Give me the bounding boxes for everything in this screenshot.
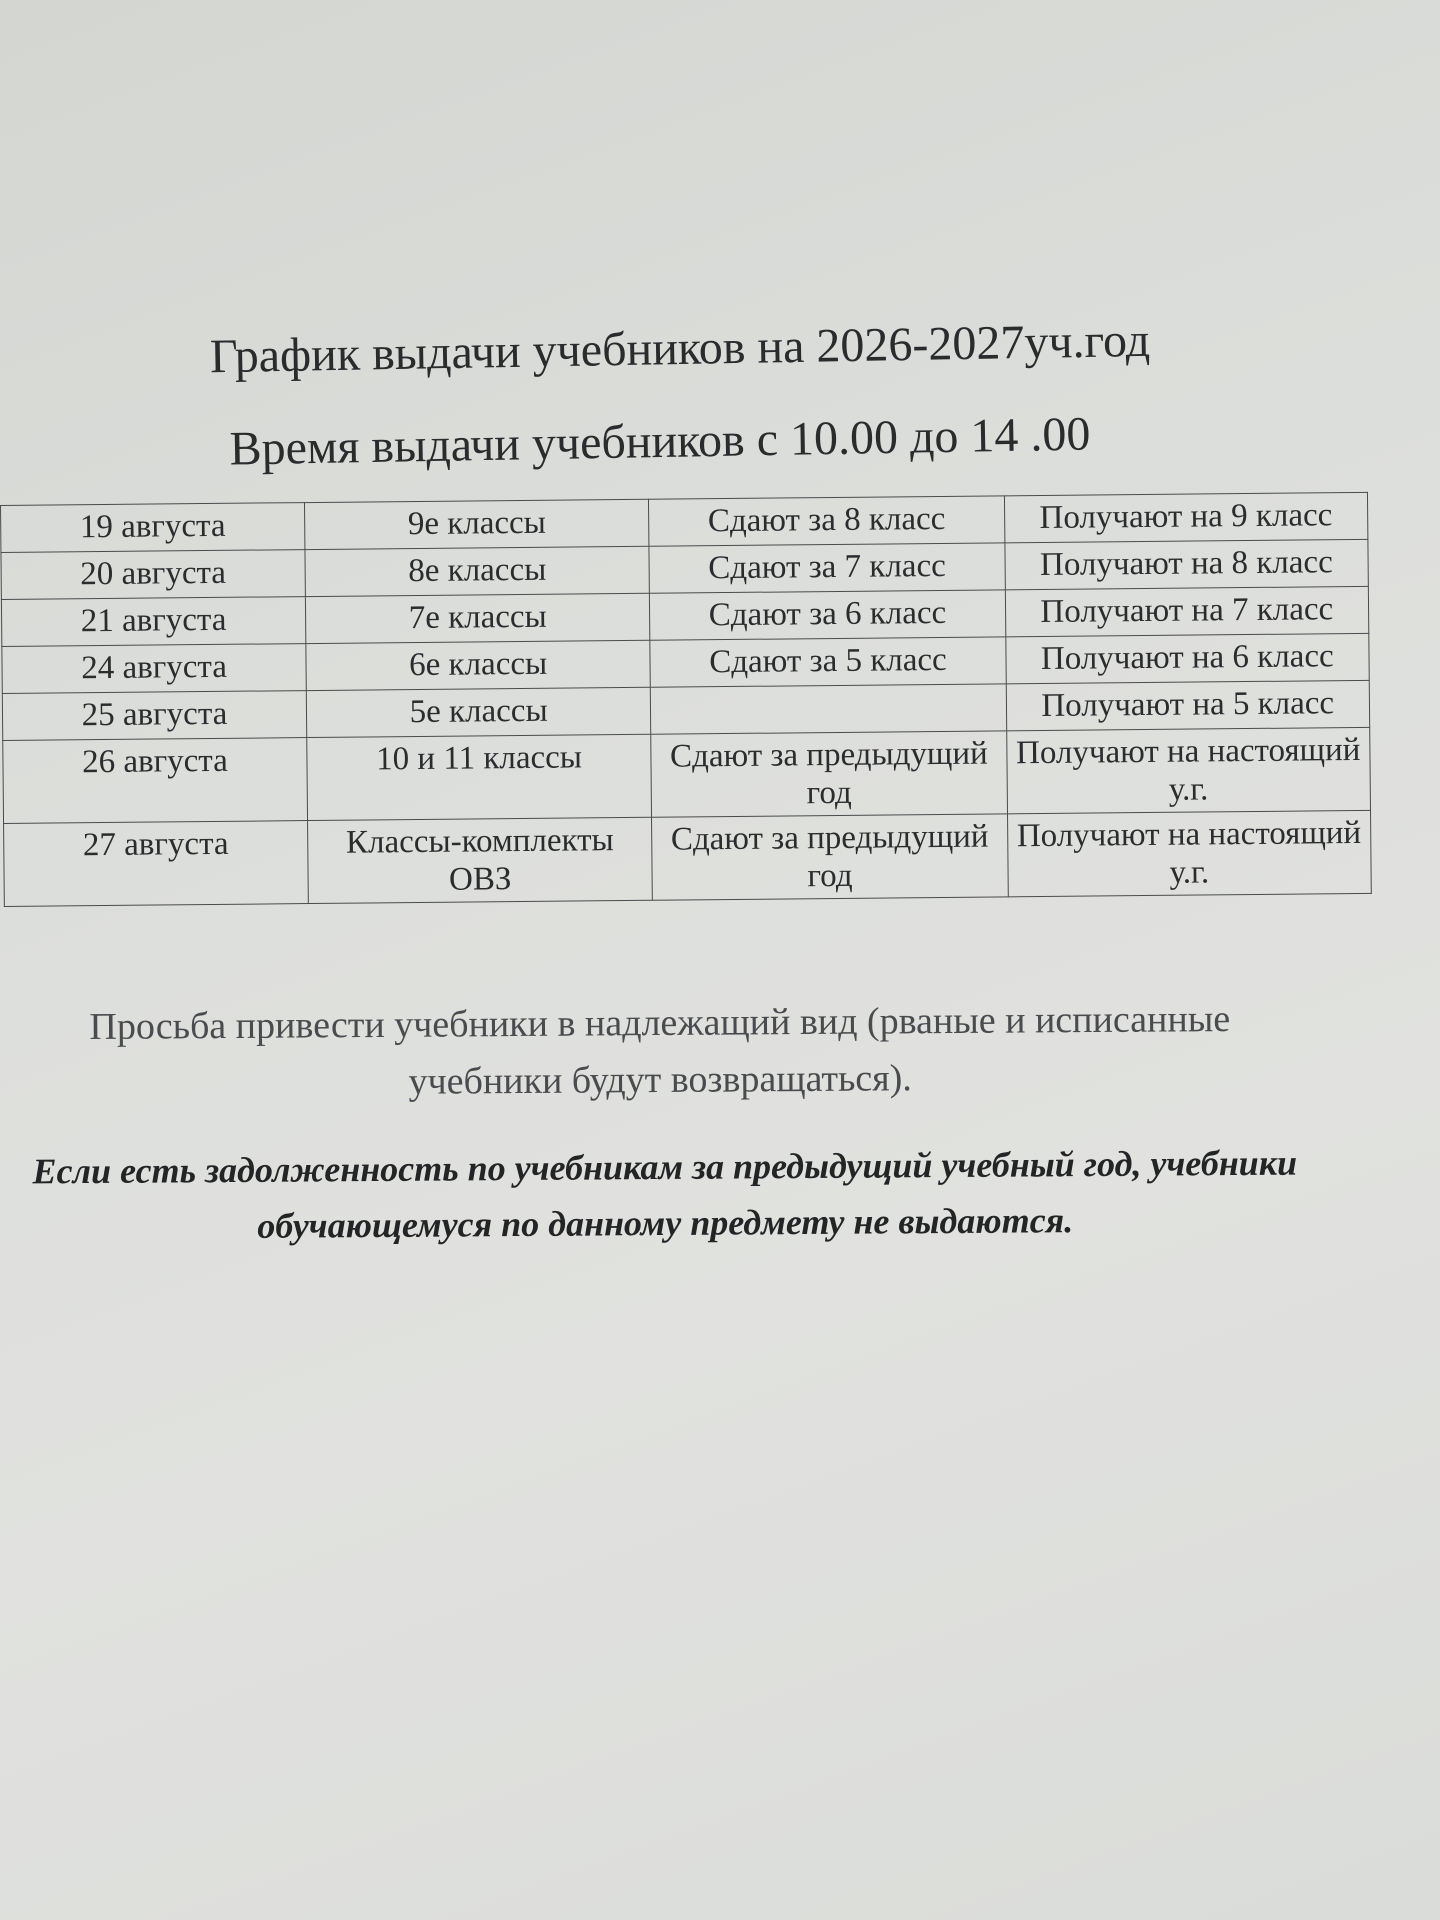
table-row [3, 727, 1371, 823]
receive-cell: Получают на 6 класс [1005, 633, 1369, 683]
return-cell: Сдают за предыдущий год [652, 814, 1008, 900]
date-cell: 24 августа [2, 644, 306, 694]
receive-cell: Получают на 5 класс [1006, 680, 1370, 730]
document-title: График выдачи учебников на 2026-2027уч.год [209, 313, 1151, 384]
debt-warning: Если есть задолженность по учебникам за предыдущий учебный год, учебники обучающемуся по данному предмету не выдаются. [32, 1142, 1298, 1246]
date-cell: 19 августа [1, 503, 305, 553]
receive-cell: Получают на 7 класс [1005, 586, 1369, 636]
receive-cell: Получают на 8 класс [1004, 539, 1368, 589]
return-cell: Сдают за 5 класс [650, 637, 1006, 687]
return-cell: Сдают за 7 класс [649, 543, 1005, 593]
receive-cell: Получают на настоящий у.г. [1007, 810, 1371, 896]
return-cell: Сдают за 8 класс [649, 496, 1005, 546]
document-subtitle: Время выдачи учебников с 10.00 до 14 .00 [229, 407, 1091, 476]
date-cell: 25 августа [2, 691, 306, 741]
date-cell: 21 августа [1, 597, 305, 647]
return-cell [651, 684, 1007, 734]
classes-cell: 10 и 11 классы [307, 734, 652, 820]
classes-cell: 5е классы [306, 687, 651, 737]
receive-cell: Получают на 9 класс [1004, 492, 1368, 542]
classes-cell: 7е классы [305, 593, 650, 643]
classes-cell: 8е классы [305, 546, 650, 596]
return-cell: Сдают за предыдущий год [651, 731, 1007, 817]
date-cell: 27 августа [4, 821, 309, 907]
return-cell: Сдают за 6 класс [650, 590, 1006, 640]
schedule-table [0, 492, 1372, 907]
classes-cell: Классы-комплекты ОВЗ [308, 817, 653, 903]
classes-cell: 6е классы [306, 640, 651, 690]
receive-cell: Получают на настоящий у.г. [1006, 727, 1370, 813]
date-cell: 20 августа [1, 550, 305, 600]
condition-note: Просьба привести учебники в надлежащий вид (рваные и исписанные учебники будут возвращаться). [89, 998, 1231, 1103]
date-cell: 26 августа [3, 738, 308, 824]
table-row [4, 810, 1372, 906]
classes-cell: 9е классы [304, 499, 649, 549]
